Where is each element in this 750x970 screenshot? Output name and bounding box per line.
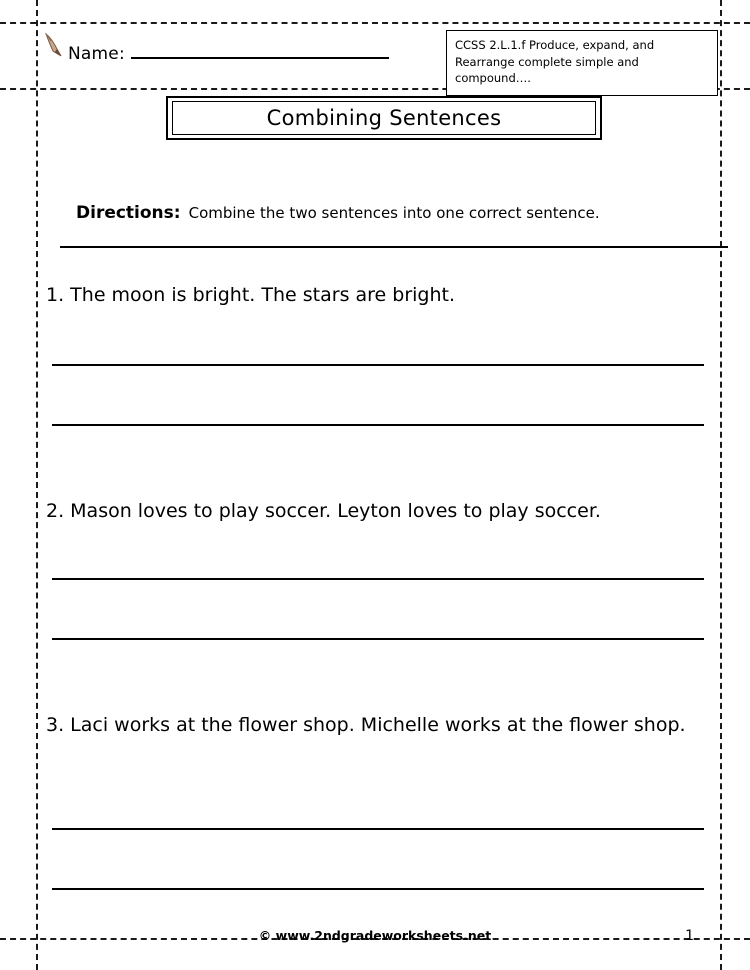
name-label: Name: <box>68 44 125 64</box>
answer-line-1a[interactable] <box>52 364 704 366</box>
footer-credit: © www.2ndgradeworksheets.net <box>258 928 492 943</box>
answer-line-3b[interactable] <box>52 888 704 890</box>
answer-line-3a[interactable] <box>52 828 704 830</box>
directions <box>76 203 600 223</box>
cut-guide-right <box>720 0 722 970</box>
question-3: 3. Laci works at the flower shop. Michelle works at the flower shop. <box>46 714 686 736</box>
cut-guide-top <box>0 22 750 24</box>
page-title: Combining Sentences <box>266 106 502 130</box>
page-number: 1 <box>685 928 694 944</box>
standard-note-text: CCSS 2.L.1.f Produce, expand, and Rearrange complete simple and compound…. <box>455 38 655 86</box>
question-1: 1. The moon is bright. The stars are bright. <box>46 284 456 306</box>
answer-line-2b[interactable] <box>52 638 704 640</box>
standard-note-box <box>446 30 718 96</box>
directions-text: Combine the two sentences into one correct sentence. <box>188 204 600 222</box>
answer-line-2a[interactable] <box>52 578 704 580</box>
question-2: 2. Mason loves to play soccer. Leyton loves to play soccer. <box>46 500 601 522</box>
cut-guide-left <box>36 0 38 970</box>
directions-label: Directions: <box>76 203 181 223</box>
divider-under-directions <box>60 246 728 248</box>
name-row <box>44 42 389 64</box>
answer-line-1b[interactable] <box>52 424 704 426</box>
name-input-blank[interactable] <box>131 42 389 59</box>
worksheet-title-box-inner <box>172 101 596 135</box>
